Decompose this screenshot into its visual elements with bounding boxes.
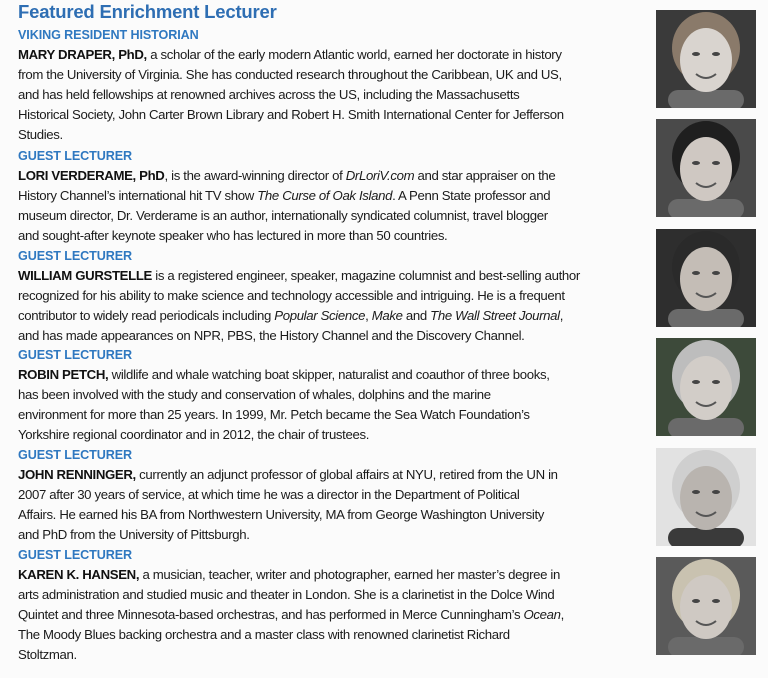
portrait-mary-draper [656, 10, 756, 108]
bio-text: a musician, teacher, writer and photographer, earned her master’s degree in [139, 567, 560, 582]
lecturer-entry-mary-draper [18, 26, 648, 145]
bio-line [18, 166, 648, 186]
portrait-karen-hansen [656, 557, 756, 655]
bio-text: , is the award-winning director of [164, 168, 346, 183]
bio-line [18, 385, 648, 405]
bio-text: 2007 after 30 years of service, at which time he was a director in the Department of Political [18, 487, 520, 502]
bio-line [18, 206, 648, 226]
bio-text: The Moody Blues backing orchestra and a master class with renowned clarinetist Richard [18, 627, 510, 642]
bio-text: Yorkshire regional coordinator and in 2012, the chair of trustees. [18, 427, 370, 442]
lecturer-name: MARY DRAPER, PhD, [18, 47, 147, 62]
lecturer-entry-william-gurstelle [18, 247, 648, 346]
italic-title: Ocean [523, 607, 561, 622]
italic-title: DrLoriV.com [345, 168, 415, 183]
bio-line [18, 45, 648, 65]
portrait-john-renninger [656, 448, 756, 546]
italic-title: The Curse of Oak Island [257, 188, 393, 203]
bio-line [18, 65, 648, 85]
bio-line [18, 465, 648, 485]
bio-text: contributor to widely read periodicals including [18, 308, 275, 323]
lecturer-name: JOHN RENNINGER, [18, 467, 136, 482]
bio-line [18, 425, 648, 445]
bio-text: and [402, 308, 431, 323]
bio-line [18, 505, 648, 525]
lecturer-role: VIKING RESIDENT HISTORIAN [18, 28, 199, 42]
lecturer-entry-john-renninger [18, 446, 648, 545]
bio-line [18, 405, 648, 425]
bio-line [18, 485, 648, 505]
bio-line [18, 525, 648, 545]
lecturer-role: GUEST LECTURER [18, 448, 133, 462]
italic-title: Make [371, 308, 403, 323]
bio-line [18, 85, 648, 105]
portrait-robin-petch [656, 338, 756, 436]
bio-line [18, 125, 648, 145]
bio-line [18, 625, 648, 645]
lecturer-role: GUEST LECTURER [18, 249, 133, 263]
bio-line [18, 266, 648, 286]
bio-text: environment for more than 25 years. In 1999, Mr. Petch became the Sea Watch Foundation’s [18, 407, 530, 422]
bio-line [18, 326, 648, 346]
portrait-william-gurstelle [656, 229, 756, 327]
bio-text: from the University of Virginia. She has conducted research throughout the Caribbean, UK and US, [18, 67, 562, 82]
bio-text: Studies. [18, 127, 63, 142]
bio-line [18, 306, 648, 326]
bio-text: Historical Society, John Carter Brown Library and Robert H. Smith International Center for Jefferson [18, 107, 564, 122]
bio-text: , [560, 607, 564, 622]
lecturer-entry-robin-petch [18, 346, 648, 445]
italic-title: Popular Science [274, 308, 366, 323]
bio-text: Quintet and three Minnesota-based orchestras, and has performed in Merce Cunningham’s [18, 607, 524, 622]
bio-text: has been involved with the study and conservation of whales, dolphins and the marine [18, 387, 491, 402]
bio-line [18, 365, 648, 385]
bio-text: wildlife and whale watching boat skipper, naturalist and coauthor of three books, [108, 367, 550, 382]
italic-title: The Wall Street Journal [430, 308, 560, 323]
bio-text: and PhD from the University of Pittsburgh. [18, 527, 250, 542]
bio-text: museum director, Dr. Verderame is an author, internationally syndicated columnist, travel blogger [18, 208, 548, 223]
bio-text: Stoltzman. [18, 647, 77, 662]
lecturer-role: GUEST LECTURER [18, 548, 133, 562]
lecturer-entry-lori-verderame [18, 147, 648, 246]
bio-line [18, 605, 648, 625]
bio-text: a scholar of the early modern Atlantic world, earned her doctorate in history [146, 47, 562, 62]
bio-line [18, 565, 648, 585]
lecturer-name: LORI VERDERAME, PhD [18, 168, 165, 183]
lecturer-role: GUEST LECTURER [18, 348, 133, 362]
bio-line [18, 226, 648, 246]
lecturer-name: KAREN K. HANSEN, [18, 567, 140, 582]
bio-text: recognized for his ability to make science and technology accessible and intriguing. He is a frequent [18, 288, 565, 303]
bio-text: and has made appearances on NPR, PBS, the History Channel and the Discovery Channel. [18, 328, 525, 343]
portrait-lori-verderame [656, 119, 756, 217]
bio-text: and star appraiser on the [414, 168, 556, 183]
bio-text: is a registered engineer, speaker, magazine columnist and best-selling author [151, 268, 580, 283]
lecturer-name: WILLIAM GURSTELLE [18, 268, 152, 283]
bio-text: . A Penn State professor and [392, 188, 551, 203]
bio-text: and sought-after keynote speaker who has lectured in more than 50 countries. [18, 228, 448, 243]
bio-line [18, 286, 648, 306]
bio-text: currently an adjunct professor of global affairs at NYU, retired from the UN in [135, 467, 558, 482]
bio-text: , [559, 308, 564, 323]
bio-text: , [365, 308, 372, 323]
bio-text: Affairs. He earned his BA from Northwestern University, MA from George Washington University [18, 507, 545, 522]
page-title: Featured Enrichment Lecturer [18, 1, 277, 22]
lecturer-entry-karen-hansen [18, 546, 648, 665]
bio-text: arts administration and studied music and theater in London. She is a clarinetist in the Dolce Wind [18, 587, 555, 602]
bio-line [18, 645, 648, 665]
lecturer-role: GUEST LECTURER [18, 149, 133, 163]
bio-line [18, 105, 648, 125]
bio-line [18, 585, 648, 605]
bio-text: History Channel’s international hit TV show [18, 188, 258, 203]
bio-line [18, 186, 648, 206]
lecturer-name: ROBIN PETCH, [18, 367, 109, 382]
bio-text: and has held fellowships at renowned archives across the US, including the Massachusetts [18, 87, 520, 102]
